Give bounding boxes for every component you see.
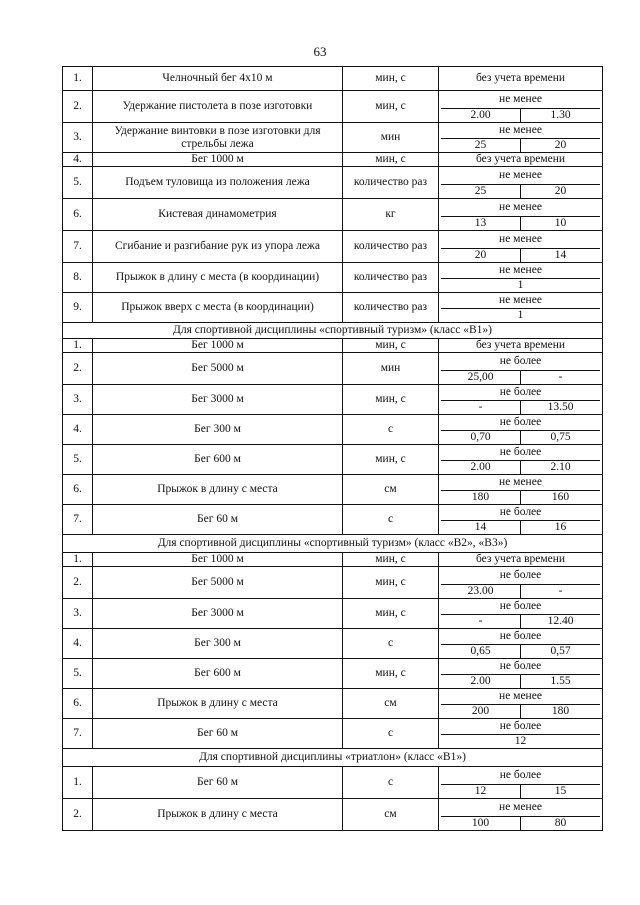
exercise-name: Кистевая динамометрия [93,199,343,231]
norm-label: не менее [499,801,542,813]
norm-value-girls: 20 [520,185,600,198]
unit: мин, с [343,599,439,629]
section-heading-row [63,323,603,339]
exercise-name: Бег 1000 м [93,153,343,167]
unit: мин [343,353,439,385]
unit: с [343,767,439,799]
unit: мин, с [343,67,439,91]
norm-label: не более [499,355,542,367]
row-number: 7. [63,719,93,749]
row-number: 3. [63,385,93,415]
unit: количество раз [343,263,439,293]
norm-value: 1 [517,309,524,321]
norm-value-girls: 80 [520,817,600,830]
table-row [63,385,603,415]
row-number: 1. [63,339,93,353]
row-number: 4. [63,415,93,445]
row-number: 2. [63,91,93,123]
row-number: 8. [63,263,93,293]
exercise-name: Бег 600 м [93,659,343,689]
table-row [63,67,603,91]
norm-cell [439,123,603,153]
unit: мин, с [343,339,439,353]
table-row [63,599,603,629]
norm-values [441,400,600,414]
norm-value-girls: 0,75 [520,431,600,444]
norm-cell [439,505,603,535]
table-row [63,231,603,263]
exercise-name: Удержание пистолета в позе изготовки [93,91,343,123]
norm-label: не более [499,386,542,398]
table-row [63,167,603,199]
norm-cell [439,199,603,231]
row-number: 5. [63,659,93,689]
norm-values [441,460,600,474]
exercise-name: Удержание винтовки в позе изготовки для стрельбы лежа [93,123,343,153]
norm-label: не менее [499,476,542,488]
unit: кг [343,199,439,231]
norm-label: не менее [499,233,542,245]
unit: см [343,799,439,831]
norm-values [441,138,600,152]
norm-value-boys: 14 [474,521,487,533]
unit: мин, с [343,91,439,123]
norm-cell [439,91,603,123]
table-row [63,659,603,689]
table-row [63,353,603,385]
norm-values [441,108,600,122]
row-number: 1. [63,767,93,799]
table-row [63,263,603,293]
unit: с [343,505,439,535]
unit: с [343,719,439,749]
norm-values [441,784,600,798]
row-number: 1. [63,553,93,567]
exercise-name: Прыжок в длину с места [93,689,343,719]
norm-label: не более [499,720,542,732]
table-row [63,799,603,831]
norm-cell [439,475,603,505]
row-number: 5. [63,167,93,199]
norm-value-girls: - [520,371,600,384]
exercise-name: Бег 60 м [93,767,343,799]
table-row [63,719,603,749]
unit: количество раз [343,167,439,199]
norm-values [441,520,600,534]
exercise-name: Бег 300 м [93,415,343,445]
row-number: 2. [63,799,93,831]
exercise-name: Прыжок вверх с места (в координации) [93,293,343,323]
norm-label: не менее [499,124,542,136]
norm-value-girls: 2.10 [520,461,600,474]
norm-label: не более [499,600,542,612]
exercise-name: Бег 3000 м [93,385,343,415]
exercise-name: Бег 300 м [93,629,343,659]
norm-values [441,184,600,198]
norm-label: не менее [499,294,542,306]
norm-label: без учета времени [475,153,566,165]
table-row [63,553,603,567]
norm-cell [439,339,603,353]
norm-cell [439,153,603,167]
norm-cell [439,445,603,475]
unit: с [343,415,439,445]
table-row [63,767,603,799]
norm-values [441,704,600,718]
norm-label: не более [499,769,542,781]
unit: мин, с [343,385,439,415]
unit: мин, с [343,153,439,167]
table-row [63,293,603,323]
row-number: 6. [63,475,93,505]
norm-value-girls: 20 [520,139,600,152]
norm-value-boys: 2.00 [470,109,491,121]
row-number: 4. [63,153,93,167]
norm-value-girls: 10 [520,217,600,230]
norm-label: не более [499,506,542,518]
row-number: 5. [63,445,93,475]
norm-label: не более [499,569,542,581]
norm-values [441,644,600,658]
norm-value-boys: 25 [474,185,487,197]
norm-values [441,614,600,628]
exercise-name: Бег 3000 м [93,599,343,629]
norm-value-girls: 1.55 [520,675,600,688]
norm-cell [439,553,603,567]
exercise-name: Челночный бег 4х10 м [93,67,343,91]
norm-values [441,430,600,444]
norm-value-girls: 12.40 [520,615,600,628]
row-number: 9. [63,293,93,323]
norm-value-girls: 14 [520,249,600,262]
row-number: 3. [63,123,93,153]
norm-value: 1 [517,279,524,291]
norm-cell [439,659,603,689]
norm-values [441,490,600,504]
unit: с [343,629,439,659]
norm-cell [439,263,603,293]
norm-value-boys: 2.00 [470,675,491,687]
table-row [63,689,603,719]
norm-cell [439,67,603,91]
unit: см [343,689,439,719]
norm-value-girls: 16 [520,521,600,534]
norm-value-girls: 15 [520,785,600,798]
norm-cell [439,415,603,445]
norm-values [441,278,600,292]
section-title: Для спортивной дисциплины «триатлон» (класс «В1») [63,749,603,767]
norm-label: не менее [499,93,542,105]
table-row [63,123,603,153]
norm-cell [439,799,603,831]
norm-value-girls: 0,57 [520,645,600,658]
row-number: 7. [63,231,93,263]
exercise-name: Сгибание и разгибание рук из упора лежа [93,231,343,263]
norm-value: 12 [514,735,527,747]
norm-label: без учета времени [475,553,566,565]
norm-cell [439,353,603,385]
norm-value-girls: 160 [520,491,600,504]
norm-cell [439,689,603,719]
row-number: 4. [63,629,93,659]
norm-label: не более [499,446,542,458]
row-number: 3. [63,599,93,629]
norm-value-boys: 0,65 [470,645,491,657]
norm-value-boys: - [478,401,483,413]
table-row [63,567,603,599]
exercise-name: Бег 60 м [93,719,343,749]
exercise-name: Бег 60 м [93,505,343,535]
norm-values [441,734,600,748]
norm-value-boys: 180 [471,491,490,503]
norm-value-girls: - [520,585,600,598]
exercise-name: Бег 1000 м [93,553,343,567]
table-row [63,91,603,123]
table-row [63,153,603,167]
norm-values [441,584,600,598]
unit: мин, с [343,659,439,689]
exercise-name: Бег 5000 м [93,353,343,385]
table-row [63,505,603,535]
norm-value-boys: 13 [474,217,487,229]
table-row [63,629,603,659]
exercise-name: Подъем туловища из положения лежа [93,167,343,199]
exercise-name: Прыжок в длину с места [93,475,343,505]
norm-cell [439,293,603,323]
page-number: 63 [313,44,327,59]
section-heading-row [63,535,603,553]
row-number: 6. [63,199,93,231]
norm-value-boys: 100 [471,817,490,829]
norm-values [441,248,600,262]
norm-value-boys: 0,70 [470,431,491,443]
norm-cell [439,231,603,263]
norm-label: без учета времени [475,339,566,351]
unit: количество раз [343,231,439,263]
norm-value-girls: 13.50 [520,401,600,414]
exercise-name: Прыжок в длину с места (в координации) [93,263,343,293]
exercise-name: Бег 5000 м [93,567,343,599]
exercise-name: Бег 600 м [93,445,343,475]
section-heading-row [63,749,603,767]
unit: см [343,475,439,505]
norm-label: без учета времени [475,72,566,84]
unit: мин, с [343,567,439,599]
exercise-name: Прыжок в длину с места [93,799,343,831]
norm-label: не менее [499,264,542,276]
norm-cell [439,567,603,599]
table-row [63,199,603,231]
norm-values [441,370,600,384]
unit: мин, с [343,553,439,567]
norm-values [441,308,600,322]
unit: мин, с [343,445,439,475]
norm-cell [439,385,603,415]
norm-label: не менее [499,169,542,181]
table-row [63,415,603,445]
unit: мин [343,123,439,153]
norm-label: не более [499,416,542,428]
norm-value-boys: - [478,615,483,627]
norm-value-boys: 200 [471,705,490,717]
norm-values [441,216,600,230]
norm-label: не более [499,660,542,672]
norm-value-girls: 180 [520,705,600,718]
table-row [63,445,603,475]
exercise-name: Бег 1000 м [93,339,343,353]
row-number: 6. [63,689,93,719]
norm-cell [439,767,603,799]
norm-label: не менее [499,201,542,213]
section-title: Для спортивной дисциплины «спортивный туризм» (класс «В1») [63,323,603,339]
norm-cell [439,719,603,749]
table-row [63,475,603,505]
table-row [63,339,603,353]
norm-value-girls: 1.30 [520,109,600,122]
unit: количество раз [343,293,439,323]
norm-value-boys: 23.00 [467,585,494,597]
norm-cell [439,599,603,629]
row-number: 2. [63,353,93,385]
norm-value-boys: 2.00 [470,461,491,473]
norm-cell [439,629,603,659]
norm-values [441,674,600,688]
norm-value-boys: 25 [474,139,487,151]
section-title: Для спортивной дисциплины «спортивный туризм» (класс «В2», «В3») [63,535,603,553]
norms-table [62,66,603,831]
norm-value-boys: 12 [474,785,487,797]
norm-label: не более [499,630,542,642]
norm-value-boys: 20 [474,249,487,261]
norm-values [441,816,600,830]
row-number: 2. [63,567,93,599]
norm-value-boys: 25,00 [467,371,494,383]
row-number: 1. [63,67,93,91]
norm-label: не менее [499,690,542,702]
norm-cell [439,167,603,199]
row-number: 7. [63,505,93,535]
